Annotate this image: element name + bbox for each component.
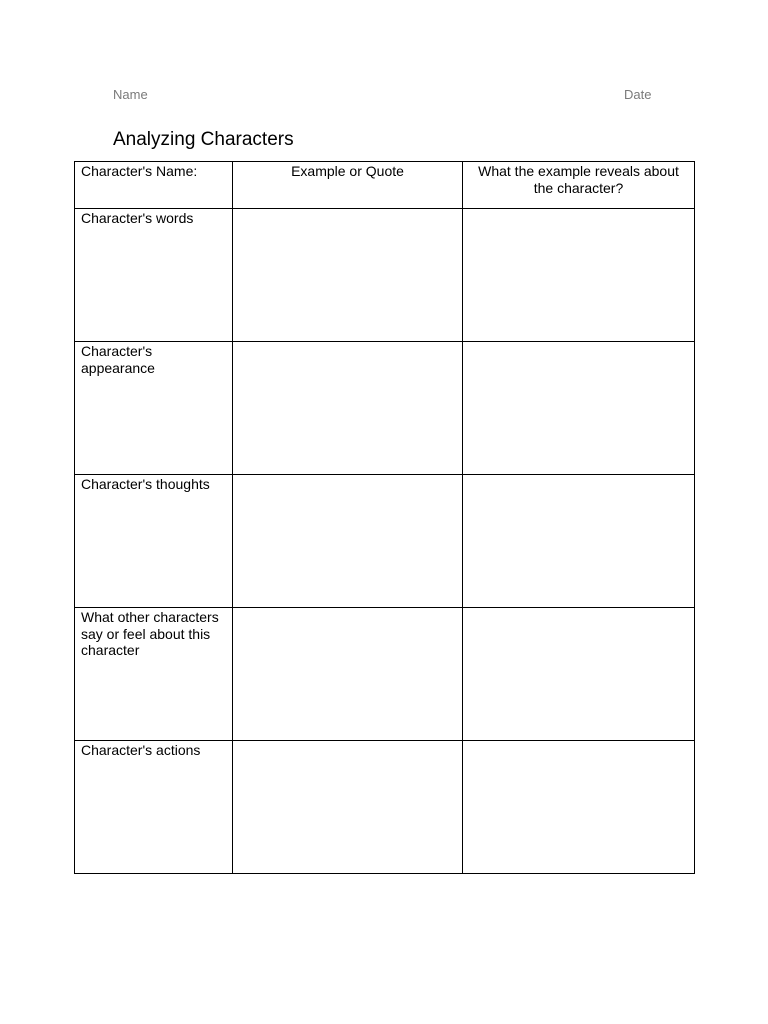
example-cell[interactable] <box>233 608 463 741</box>
worksheet-title: Analyzing Characters <box>113 129 294 150</box>
row-label-words: Character's words <box>75 209 233 342</box>
table-row <box>75 475 695 608</box>
date-label: Date <box>624 87 652 102</box>
example-cell[interactable] <box>233 475 463 608</box>
table-row <box>75 342 695 475</box>
table-header-row <box>75 162 695 209</box>
row-label-actions: Character's actions <box>75 741 233 874</box>
reveals-cell[interactable] <box>463 342 695 475</box>
reveals-cell[interactable] <box>463 209 695 342</box>
row-label-appearance: Character's appearance <box>75 342 233 475</box>
example-cell[interactable] <box>233 342 463 475</box>
column-header-what-example-reveals: What the example reveals about the character? <box>463 162 695 209</box>
table-row <box>75 608 695 741</box>
reveals-cell[interactable] <box>463 608 695 741</box>
table-row <box>75 209 695 342</box>
row-label-others-say: What other characters say or feel about this character <box>75 608 233 741</box>
character-analysis-table <box>74 161 695 874</box>
example-cell[interactable] <box>233 209 463 342</box>
name-label: Name <box>113 87 148 102</box>
reveals-cell[interactable] <box>463 741 695 874</box>
column-header-example-or-quote: Example or Quote <box>233 162 463 209</box>
column-header-character-name: Character's Name: <box>75 162 233 209</box>
table-row <box>75 741 695 874</box>
reveals-cell[interactable] <box>463 475 695 608</box>
example-cell[interactable] <box>233 741 463 874</box>
row-label-thoughts: Character's thoughts <box>75 475 233 608</box>
